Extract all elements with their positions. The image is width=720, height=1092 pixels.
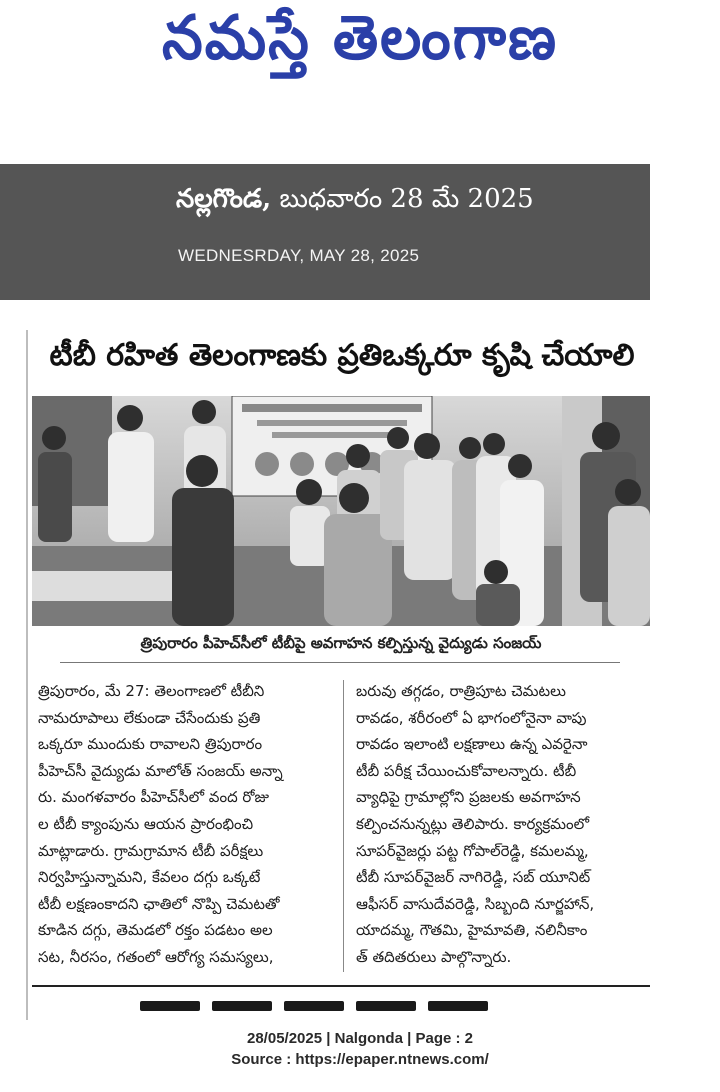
body-line: పీహెచ్‌సీ వైద్యుడు మాలోత్ సంజయ్ అన్నా: [38, 761, 283, 780]
footer-source-link[interactable]: Source : https://epaper.ntnews.com/: [231, 1051, 489, 1068]
body-line: ఆఫీసర్ వాసుదేవరెడ్డి, సిబ్బంది నూర్జహాన్,: [356, 894, 595, 913]
body-line: సట, నీరసం, గతంలో ఆరోగ్య సమస్యలు,: [38, 947, 274, 966]
body-line: త్ తదితరులు పాల్గొన్నారు.: [356, 947, 512, 966]
date-band: [0, 164, 650, 300]
article-photo: [32, 396, 650, 626]
dateline-day-date: బుధవారం 28 మే 2025: [279, 184, 534, 214]
footer-page-info: 28/05/2025 | Nalgonda | Page : 2: [247, 1030, 473, 1047]
body-line: నామరూపాలు లేకుండా చేసేందుకు ప్రతి: [38, 708, 261, 727]
left-column-rule: [26, 330, 28, 1020]
body-line: బరువు తగ్గడం, రాత్రిపూట చెమటలు: [356, 682, 566, 700]
body-line: త్రిపురారం, మే 27: తెలంగాణలో టీబీని: [38, 682, 265, 700]
article-headline: టీబీ రహిత తెలంగాణకు ప్రతిఒక్కరూ కృషి చేయాలి: [49, 338, 635, 373]
masthead: [0, 0, 720, 90]
body-line: టీబీ పరీక్ష చేయించుకోవాలన్నారు. టీబీ: [356, 761, 577, 780]
photo-caption: త్రిపురారం పీహెచ్‌సీలో టీబీపై అవగాహన కల్పిస్తున్న వైద్యుడు సంజయ్: [140, 634, 542, 652]
dateline-place: నల్లగొండ,: [176, 184, 272, 214]
body-line: టీబీ సూపర్‌వైజర్ నాగిరెడ్డి, సబ్ యూనిట్: [356, 868, 591, 887]
article-end-rule: [32, 985, 650, 987]
dateline-english: WEDNESRDAY, MAY 28, 2025: [178, 246, 420, 265]
body-line: నిర్వహిస్తున్నామని, కేవలం దగ్గు ఒక్కటే: [38, 868, 261, 887]
body-line: ల టీబీ క్యాంపును ఆయన ప్రారంభించి: [38, 814, 254, 833]
newspaper-logo: నమస్తే తెలంగాణ: [162, 1, 558, 74]
body-line: కల్పించనున్నట్లు తెలిపారు. కార్యక్రమంలో: [356, 814, 590, 833]
page-footer: [0, 1028, 720, 1070]
body-line: మాట్లాడారు. గ్రామగ్రామాన టీబీ పరీక్షలు: [38, 841, 264, 860]
body-line: టీబీ లక్షణంకాదని ఛాతిలో నొప్పి చెమటతో: [38, 894, 280, 913]
column-divider: [343, 680, 344, 972]
caption-rule: [60, 662, 620, 663]
article-body-right: [356, 678, 648, 971]
body-line: రావడం ఇలాంటి లక్షణాలు ఉన్న ఎవరైనా: [356, 735, 588, 754]
article-body-left: [38, 678, 334, 971]
body-line: ఒక్కరూ ముందుకు రావాలని త్రిపురారం: [38, 735, 263, 754]
body-line: వ్యాధిపై గ్రామాల్లోని ప్రజలకు అవగాహన: [356, 788, 581, 807]
next-article-headline-fragment: [140, 996, 560, 1012]
body-line: కూడిన దగ్గు, తెమడలో రక్తం పడటం అల: [38, 921, 273, 940]
dateline-telugu: [176, 184, 534, 220]
body-line: యాదమ్మ, గౌతమి, హైమావతి, నలినీకాం: [356, 921, 588, 940]
body-line: రావడం, శరీరంలో ఏ భాగంలోనైనా వాపు: [356, 708, 587, 727]
body-line: సూపర్‌వైజర్లు పట్ట గోపాల్‌రెడ్డి, కమలమ్మ,: [356, 841, 589, 860]
health-camp-photo: [32, 396, 650, 626]
body-line: రు. మంగళవారం పీహెచ్‌సీలో వంద రోజు: [38, 788, 269, 807]
